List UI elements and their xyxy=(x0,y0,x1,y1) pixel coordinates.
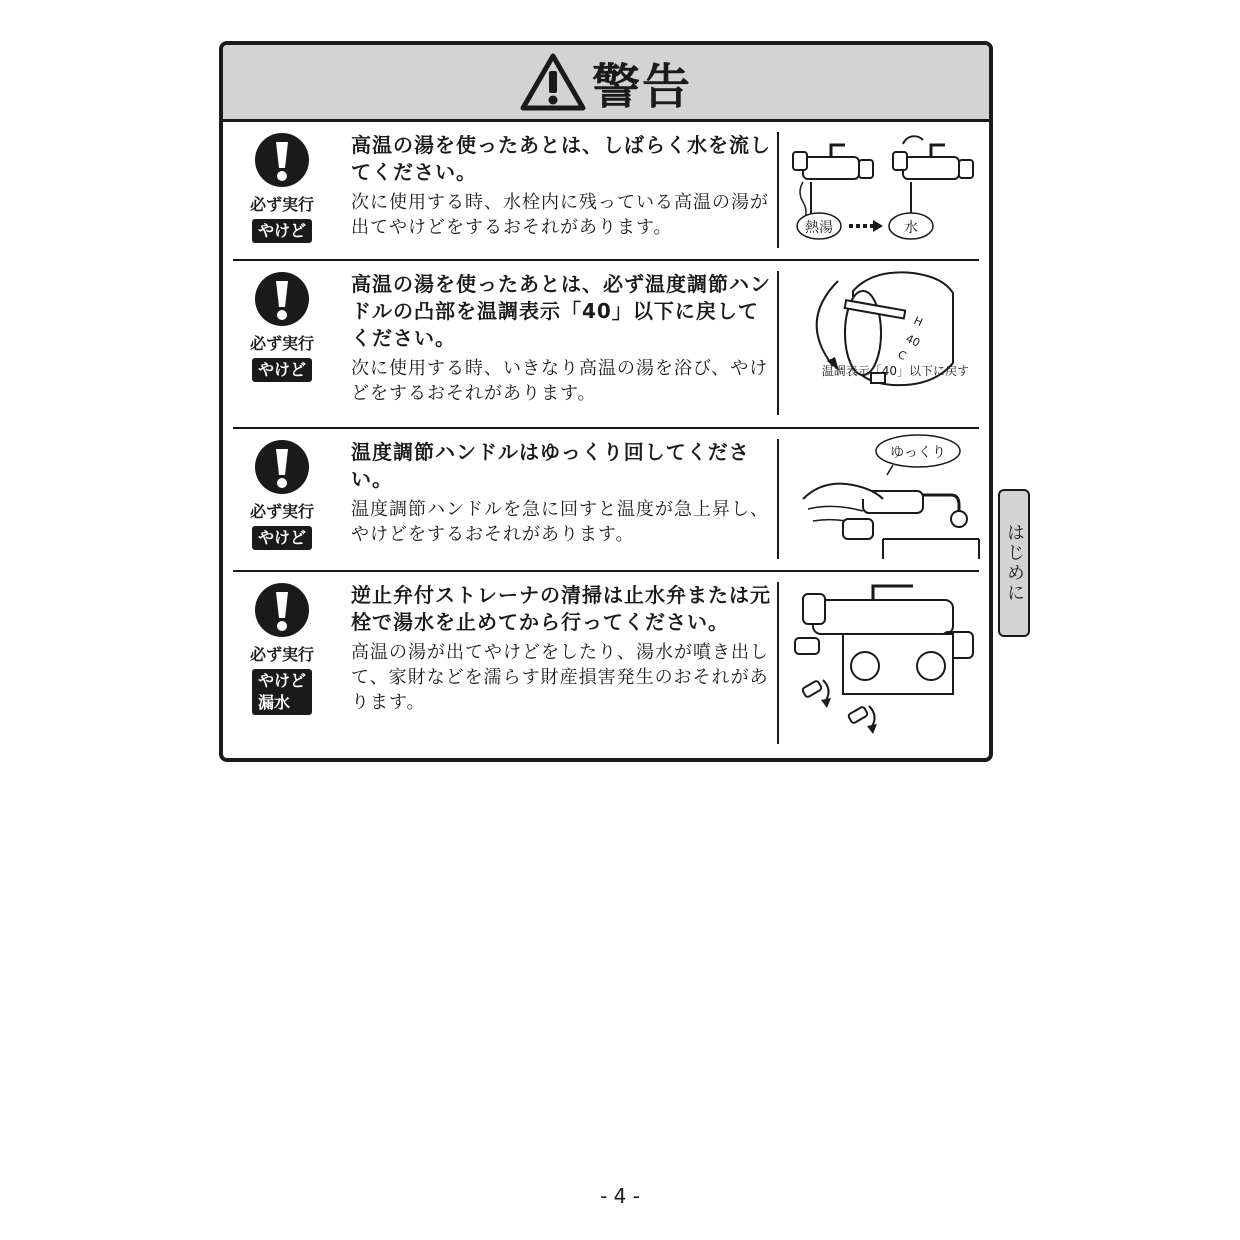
must-do-label: 必ず実行 xyxy=(249,502,314,521)
column-divider xyxy=(777,582,779,744)
item-description: 温度調節ハンドルを急に回すと温度が急上昇し、やけどをするおそれがあります。 xyxy=(351,499,769,545)
temperature-handle-illustration xyxy=(783,261,983,401)
handle-hot-mark: H xyxy=(911,313,925,330)
warning-box xyxy=(219,41,993,762)
section-tab-label: はじめに xyxy=(1004,523,1025,603)
icon-column xyxy=(239,439,325,550)
warning-title: 警告 xyxy=(591,58,692,115)
column-divider xyxy=(777,439,779,559)
hazard-label: やけど xyxy=(257,360,306,379)
mandatory-action-icon xyxy=(254,132,310,188)
icon-column xyxy=(239,271,325,382)
must-do-label: 必ず実行 xyxy=(249,334,314,353)
item-heading: 温度調節ハンドルはゆっくり回してください。 xyxy=(351,440,750,491)
mandatory-action-icon xyxy=(254,439,310,495)
mandatory-action-icon xyxy=(254,271,310,327)
warning-item-2 xyxy=(233,261,979,429)
must-do-label: 必ず実行 xyxy=(249,195,314,214)
page-number: - 4 - xyxy=(600,1184,640,1208)
hazard-label: やけど xyxy=(257,221,306,240)
hazard-badge xyxy=(252,358,312,382)
handle-caption: 温調表示「40」以下に戻す xyxy=(821,364,969,378)
section-tab[interactable] xyxy=(998,489,1030,637)
hazard-label: やけど xyxy=(257,671,306,690)
must-do-label: 必ず実行 xyxy=(249,645,314,664)
warning-item-4 xyxy=(233,572,979,754)
water-label: 水 xyxy=(904,220,918,236)
handle-cold-mark: C xyxy=(895,347,909,363)
item-heading: 高温の湯を使ったあとは、必ず温度調節ハンドルの凸部を温調表示「40」以下に戻してください。 xyxy=(351,272,771,350)
hot-water-label: 熱湯 xyxy=(805,220,833,236)
icon-column xyxy=(239,582,325,715)
hazard-badge xyxy=(252,219,312,243)
hazard-label: やけど xyxy=(257,528,306,547)
mandatory-action-icon xyxy=(254,582,310,638)
warning-header xyxy=(223,45,989,122)
text-column xyxy=(351,132,771,240)
item-description: 次に使用する時、いきなり高温の湯を浴び、やけどをするおそれがあります。 xyxy=(351,358,769,404)
hazard-badge xyxy=(252,526,312,550)
warning-item-3 xyxy=(233,429,979,572)
column-divider xyxy=(777,271,779,415)
warning-item-1 xyxy=(233,122,979,261)
hazard-label: 漏水 xyxy=(257,693,290,712)
slow-turn-illustration xyxy=(783,429,983,559)
item-description: 次に使用する時、水栓内に残っている高温の湯が出てやけどをするおそれがあります。 xyxy=(351,192,769,238)
text-column xyxy=(351,439,771,547)
hazard-badge xyxy=(252,669,312,715)
warning-triangle-icon xyxy=(520,53,586,111)
text-column xyxy=(351,271,771,406)
item-heading: 高温の湯を使ったあとは、しばらく水を流してください。 xyxy=(351,133,771,184)
handle-40-mark: 40 xyxy=(903,331,922,350)
item-heading: 逆止弁付ストレーナの清掃は止水弁または元栓で湯水を止めてから行ってください。 xyxy=(351,583,771,634)
item-description: 高温の湯が出てやけどをしたり、湯水が噴き出して、家財などを濡らす財産損害発生のおそれがあります。 xyxy=(351,642,769,713)
column-divider xyxy=(777,132,779,248)
strainer-cleaning-illustration xyxy=(783,572,983,742)
faucet-flush-illustration xyxy=(783,122,983,252)
text-column xyxy=(351,582,771,715)
slowly-label: ゆっくり xyxy=(890,445,946,461)
icon-column xyxy=(239,132,325,243)
